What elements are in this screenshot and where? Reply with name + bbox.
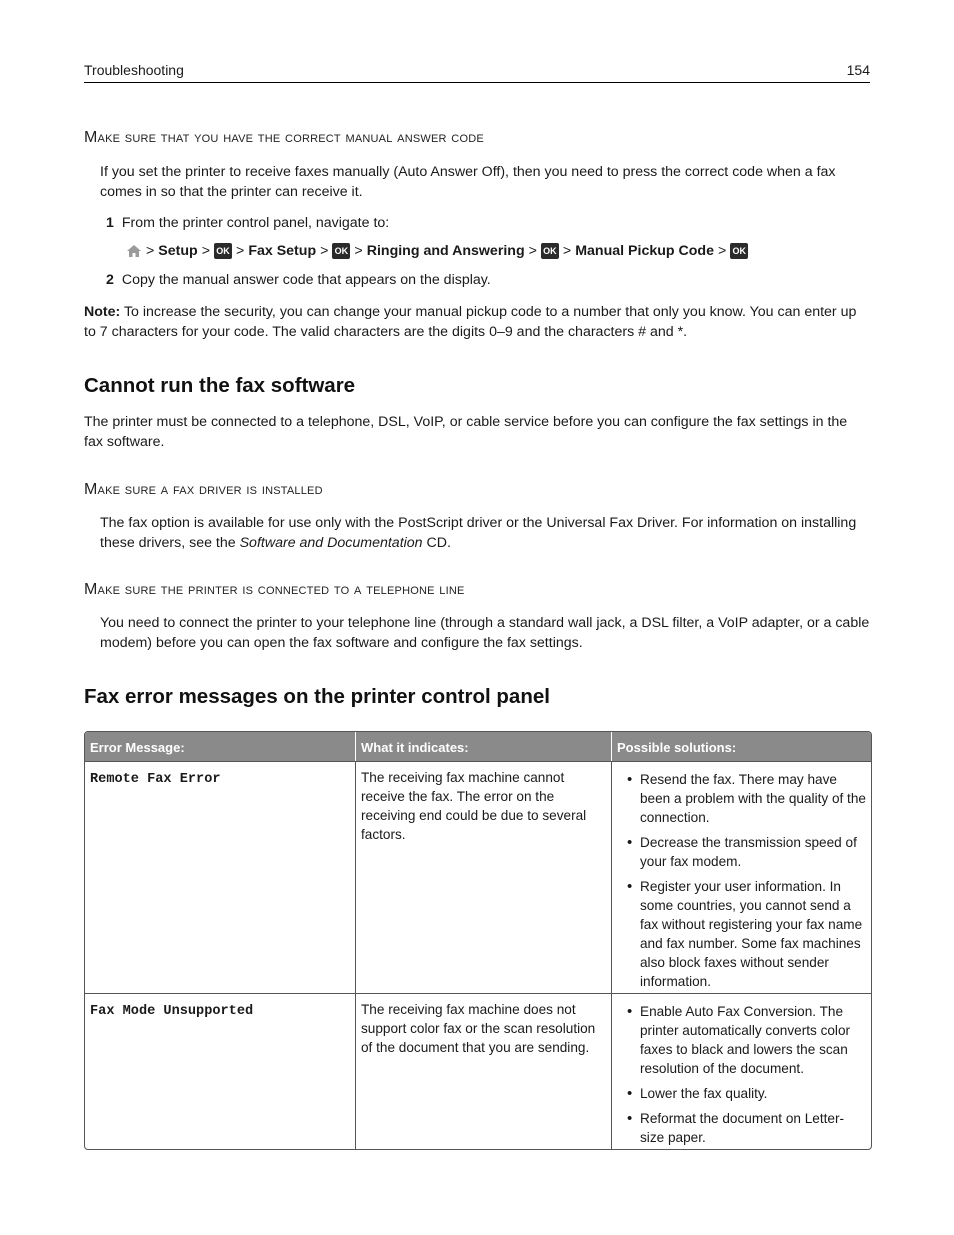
step-2 xyxy=(106,270,491,290)
phone-line-text: You need to connect the printer to your telephone line (through a standard wall jack, a DSL filter, a VoIP adapter, or a cable modem) before you can open the fax software and configure the fax settings. xyxy=(100,615,870,651)
driver-cd-name: Software and Documentation xyxy=(239,535,423,551)
solution-item: • Reformat the document on Letter-size paper. xyxy=(617,1109,866,1147)
error-indicates: The receiving fax machine does not support color fax or the scan resolution of the document that you are sending. xyxy=(356,994,612,1149)
phone-line-heading: Make sure the printer is connected to a telephone line xyxy=(84,581,465,598)
cannot-run-intro: The printer must be connected to a telephone, DSL, VoIP, or cable service before you can configure the fax settings in the fax software. xyxy=(84,414,848,450)
navigation-path xyxy=(126,241,748,261)
nav-ringing-answering: Ringing and Answering xyxy=(366,243,525,259)
nav-separator: > xyxy=(320,243,329,259)
driver-heading: Make sure a fax driver is installed xyxy=(84,481,323,498)
cannot-run-title: Cannot run the fax software xyxy=(84,374,356,397)
nav-manual-pickup-code: Manual Pickup Code xyxy=(575,243,714,259)
page-number: 154 xyxy=(846,62,870,78)
home-icon xyxy=(126,243,142,259)
step-2-number: 2 xyxy=(106,272,114,288)
step-1 xyxy=(106,213,389,233)
solution-item: • Decrease the transmission speed of your fax modem. xyxy=(617,833,866,871)
table-row xyxy=(85,761,871,993)
nav-separator: > xyxy=(528,243,537,259)
error-message: Fax Mode Unsupported xyxy=(85,994,356,1149)
nav-separator: > xyxy=(236,243,245,259)
fax-errors-table xyxy=(84,731,872,1150)
step-2-text: Copy the manual answer code that appears on the display. xyxy=(121,272,491,288)
nav-separator: > xyxy=(201,243,211,259)
driver-text-part-1: The fax option is available for use only with the PostScript driver or the Universal Fax Driver. For information on installing these drivers, see the xyxy=(100,515,857,551)
nav-separator: > xyxy=(562,243,572,259)
ok-button-icon: OK xyxy=(332,243,350,259)
table-row xyxy=(85,993,871,1149)
solution-item: • Enable Auto Fax Conversion. The printer automatically converts color faxes to black and lowers the scan resolution of the document. xyxy=(617,1002,866,1078)
nav-separator: > xyxy=(146,243,155,259)
nav-separator: > xyxy=(354,243,363,259)
driver-text-part-2: CD. xyxy=(422,535,451,551)
error-message: Remote Fax Error xyxy=(85,762,356,993)
step-1-text: From the printer control panel, navigate to: xyxy=(121,215,390,231)
solution-item: • Resend the fax. There may have been a problem with the quality of the connection. xyxy=(617,770,866,827)
ok-button-icon: OK xyxy=(214,243,232,259)
step-1-number: 1 xyxy=(106,215,114,231)
solution-item: • Register your user information. In some countries, you cannot send a fax without registering your fax name and fax number. Some fax machines also block faxes without sender information. xyxy=(617,877,866,991)
solution-item: • Lower the fax quality. xyxy=(617,1084,866,1103)
security-note xyxy=(84,302,870,342)
fax-errors-title: Fax error messages on the printer control panel xyxy=(84,685,550,708)
nav-separator: > xyxy=(717,243,727,259)
nav-setup: Setup xyxy=(158,243,198,259)
header-section-title: Troubleshooting xyxy=(84,62,184,78)
page-header xyxy=(84,60,870,83)
table-header xyxy=(85,732,871,761)
note-text: To increase the security, you can change your manual pickup code to a number that only you know. You can enter up to 7 characters for your code. The valid characters are the digits 0–9 and the characters # and *. xyxy=(84,304,857,340)
error-solutions xyxy=(612,762,871,993)
manual-answer-heading: Make sure that you have the correct manual answer code xyxy=(84,129,484,146)
column-header-error-message: Error Message: xyxy=(85,732,356,761)
error-solutions xyxy=(612,994,871,1149)
note-label: Note: xyxy=(84,304,121,320)
ok-button-icon: OK xyxy=(730,243,748,259)
column-header-indicates: What it indicates: xyxy=(356,732,612,761)
driver-text xyxy=(100,513,870,553)
nav-fax-setup: Fax Setup xyxy=(248,243,317,259)
column-header-solutions: Possible solutions: xyxy=(617,740,737,755)
manual-answer-intro: If you set the printer to receive faxes manually (Auto Answer Off), then you need to press the correct code when a fax comes in so that the printer can receive it. xyxy=(100,164,836,200)
error-indicates: The receiving fax machine cannot receive the fax. The error on the receiving end could be due to several factors. xyxy=(356,762,612,993)
ok-button-icon: OK xyxy=(541,243,559,259)
